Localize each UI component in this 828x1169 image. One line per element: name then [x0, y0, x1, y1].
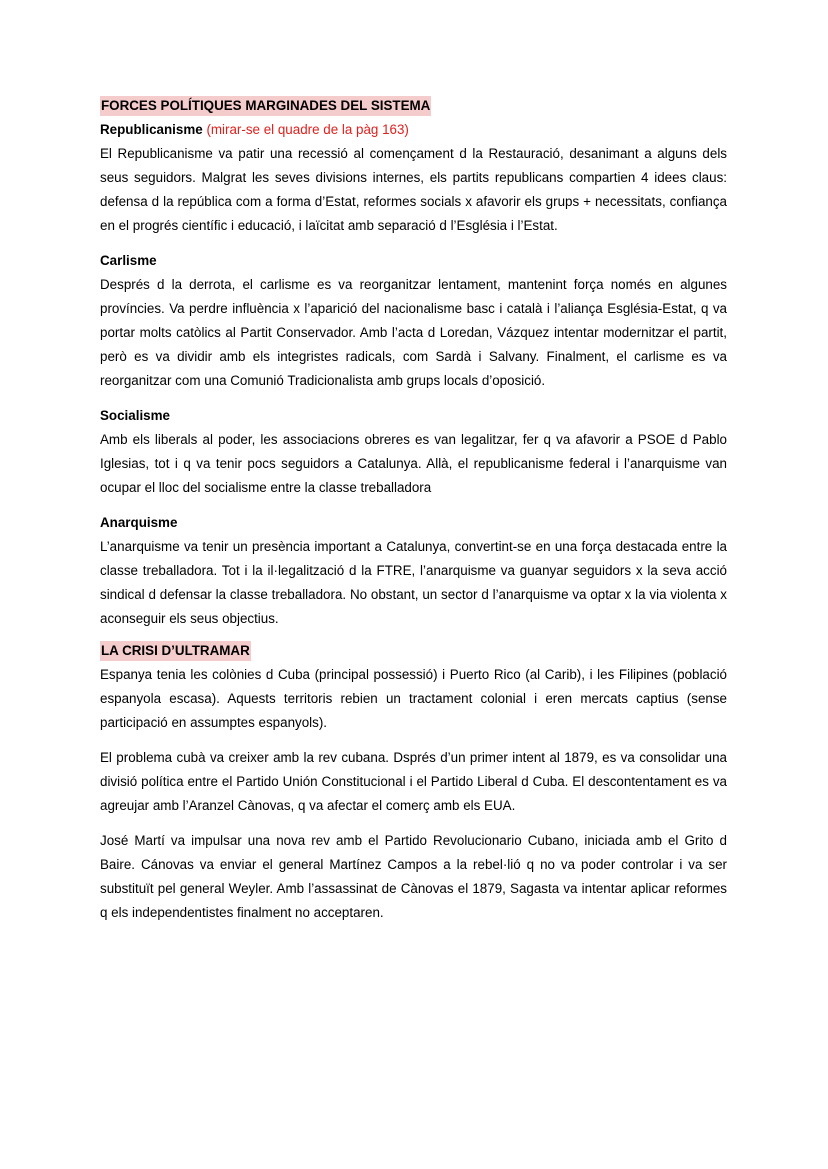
heading-carlisme: Carlisme: [100, 253, 157, 268]
heading-socialisme: Socialisme: [100, 408, 170, 423]
subsection-anarquisme: [100, 511, 727, 631]
paragraph-carlisme: Després d la derrota, el carlisme es va reorganitzar lentament, mantenint força només en algunes províncies. Va perdre influència x l’aparició del nacionalisme basc i català i l’aliança Església-Estat, q va portar molts catòlics al Partit Conservador. Amb l’acta d Loredan, Vázquez intentar modernitzar el partit, però es va dividir amb els integristes radicals, com Sardà i Salvany. Finalment, el carlisme es va reorganitzar com una Comunió Tradicionalista amb grups locals d’oposició.: [100, 277, 727, 388]
section-crisi: [100, 641, 727, 925]
heading-republicanisme-note: (mirar-se el quadre de la pàg 163): [206, 122, 409, 137]
paragraph-socialisme: Amb els liberals al poder, les associacions obreres es van legalitzar, fer q va afavorir a PSOE d Pablo Iglesias, tot i q va tenir pocs seguidors a Catalunya. Allà, el republicanisme federal i l’anarquisme van ocupar el lloc del socialisme entre la classe treballadora: [100, 432, 727, 495]
paragraph-anarquisme: L’anarquisme va tenir un presència important a Catalunya, convertint-se en una força destacada entre la classe treballadora. Tot i la il·legalització d la FTRE, l’anarquisme va guanyar seguidors x la seva acció sindical d defensar la classe treballadora. No obstant, un sector d l’anarquisme va optar x la via violenta x aconseguir els seus objectius.: [100, 539, 727, 626]
section-forces: [100, 96, 727, 631]
document-page: [100, 96, 727, 925]
heading-anarquisme: Anarquisme: [100, 515, 178, 530]
section-title-crisi: LA CRISI D’ULTRAMAR: [100, 641, 251, 661]
paragraph-republicanisme: El Republicanisme va patir una recessió al començament d la Restauració, desanimant a alguns dels seus seguidors. Malgrat les seves divisions internes, els partits republicans compartien 4 idees claus: defensa d la república com a forma d’Estat, reformes socials x afavorir els grups + necessitats, confiança en el progrés científic i educació, i laïcitat amb separació d l’Església i l’Estat.: [100, 146, 727, 233]
heading-republicanisme: [100, 118, 727, 142]
paragraph-crisi-2: El problema cubà va creixer amb la rev cubana. Dsprés d’un primer intent al 1879, es va consolidar una divisió política entre el Partido Unión Constitucional i el Partido Liberal d Cuba. El descontentament es va agreujar amb l’Aranzel Cànovas, q va afectar el comerç amb els EUA.: [100, 750, 727, 813]
heading-republicanisme-label: Republicanisme: [100, 122, 203, 137]
subsection-republicanisme: [100, 118, 727, 238]
section-title-forces: FORCES POLÍTIQUES MARGINADES DEL SISTEMA: [100, 96, 431, 116]
paragraph-crisi-3: José Martí va impulsar una nova rev amb el Partido Revolucionario Cubano, iniciada amb el Grito d Baire. Cánovas va enviar el general Martínez Campos a la rebel·lió q no va poder controlar i va ser substituït pel general Weyler. Amb l’assassinat de Cànovas el 1879, Sagasta va intentar aplicar reformes q els independentistes finalment no acceptaren.: [100, 833, 727, 920]
paragraph-crisi-1: Espanya tenia les colònies d Cuba (principal possessió) i Puerto Rico (al Carib), i les Filipines (població espanyola escasa). Aquests territoris rebien un tractament colonial i eren mercats captius (sense participació en assumptes espanyols).: [100, 667, 727, 730]
subsection-socialisme: [100, 404, 727, 500]
subsection-carlisme: [100, 249, 727, 393]
